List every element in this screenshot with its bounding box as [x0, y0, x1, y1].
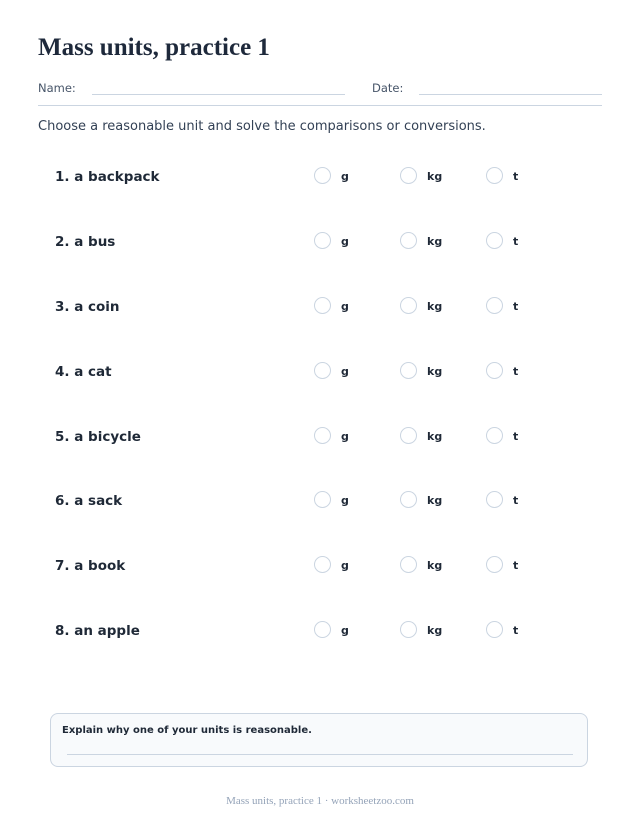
- option-label: g: [341, 430, 349, 443]
- question-label: 7. a book: [55, 558, 126, 574]
- option-label: kg: [427, 494, 443, 507]
- option-label: t: [513, 624, 519, 637]
- option-label: kg: [427, 170, 443, 183]
- option-label: t: [513, 430, 519, 443]
- name-field-line[interactable]: [92, 94, 345, 95]
- radio-circle[interactable]: [314, 556, 331, 573]
- radio-circle[interactable]: [400, 621, 417, 638]
- option-label: kg: [427, 300, 443, 313]
- option-label: kg: [427, 559, 443, 572]
- question-label: 4. a cat: [55, 364, 112, 380]
- radio-circle[interactable]: [314, 427, 331, 444]
- explain-answer-line[interactable]: [67, 754, 573, 755]
- question-label: 8. an apple: [55, 623, 140, 639]
- option-label: t: [513, 170, 519, 183]
- question-row: [55, 491, 555, 513]
- header-divider: [38, 105, 602, 106]
- date-field-line[interactable]: [419, 94, 602, 95]
- radio-circle[interactable]: [486, 167, 503, 184]
- radio-circle[interactable]: [400, 167, 417, 184]
- question-label: 2. a bus: [55, 234, 116, 250]
- radio-circle[interactable]: [314, 297, 331, 314]
- option-label: t: [513, 300, 519, 313]
- radio-circle[interactable]: [486, 232, 503, 249]
- instructions: Choose a reasonable unit and solve the comparisons or conversions.: [38, 119, 486, 134]
- explain-prompt: Explain why one of your units is reasonable.: [62, 725, 312, 736]
- question-row: [55, 556, 555, 578]
- question-row: [55, 167, 555, 189]
- name-label: Name:: [38, 81, 76, 95]
- question-label: 5. a bicycle: [55, 429, 141, 445]
- option-label: g: [341, 300, 349, 313]
- option-label: g: [341, 494, 349, 507]
- question-row: [55, 427, 555, 449]
- radio-circle[interactable]: [486, 297, 503, 314]
- name-date-row: [38, 79, 602, 107]
- radio-circle[interactable]: [400, 556, 417, 573]
- page-title: Mass units, practice 1: [38, 34, 270, 61]
- option-label: g: [341, 170, 349, 183]
- radio-circle[interactable]: [314, 621, 331, 638]
- footer: Mass units, practice 1 · worksheetzoo.com: [226, 795, 414, 807]
- option-label: t: [513, 235, 519, 248]
- radio-circle[interactable]: [400, 362, 417, 379]
- option-label: kg: [427, 235, 443, 248]
- option-label: g: [341, 624, 349, 637]
- option-label: t: [513, 494, 519, 507]
- radio-circle[interactable]: [486, 621, 503, 638]
- question-row: [55, 362, 555, 384]
- question-label: 3. a coin: [55, 299, 120, 315]
- radio-circle[interactable]: [314, 362, 331, 379]
- question-row: [55, 621, 555, 643]
- radio-circle[interactable]: [400, 427, 417, 444]
- question-row: [55, 297, 555, 319]
- option-label: g: [341, 559, 349, 572]
- radio-circle[interactable]: [314, 167, 331, 184]
- radio-circle[interactable]: [314, 491, 331, 508]
- radio-circle[interactable]: [486, 362, 503, 379]
- question-label: 6. a sack: [55, 493, 123, 509]
- option-label: g: [341, 235, 349, 248]
- radio-circle[interactable]: [486, 556, 503, 573]
- option-label: kg: [427, 365, 443, 378]
- radio-circle[interactable]: [400, 491, 417, 508]
- option-label: g: [341, 365, 349, 378]
- option-label: t: [513, 365, 519, 378]
- radio-circle[interactable]: [314, 232, 331, 249]
- option-label: kg: [427, 624, 443, 637]
- date-label: Date:: [372, 81, 404, 95]
- option-label: t: [513, 559, 519, 572]
- radio-circle[interactable]: [486, 491, 503, 508]
- question-row: [55, 232, 555, 254]
- explain-box: [50, 713, 588, 767]
- radio-circle[interactable]: [400, 297, 417, 314]
- option-label: kg: [427, 430, 443, 443]
- question-label: 1. a backpack: [55, 169, 160, 185]
- radio-circle[interactable]: [400, 232, 417, 249]
- radio-circle[interactable]: [486, 427, 503, 444]
